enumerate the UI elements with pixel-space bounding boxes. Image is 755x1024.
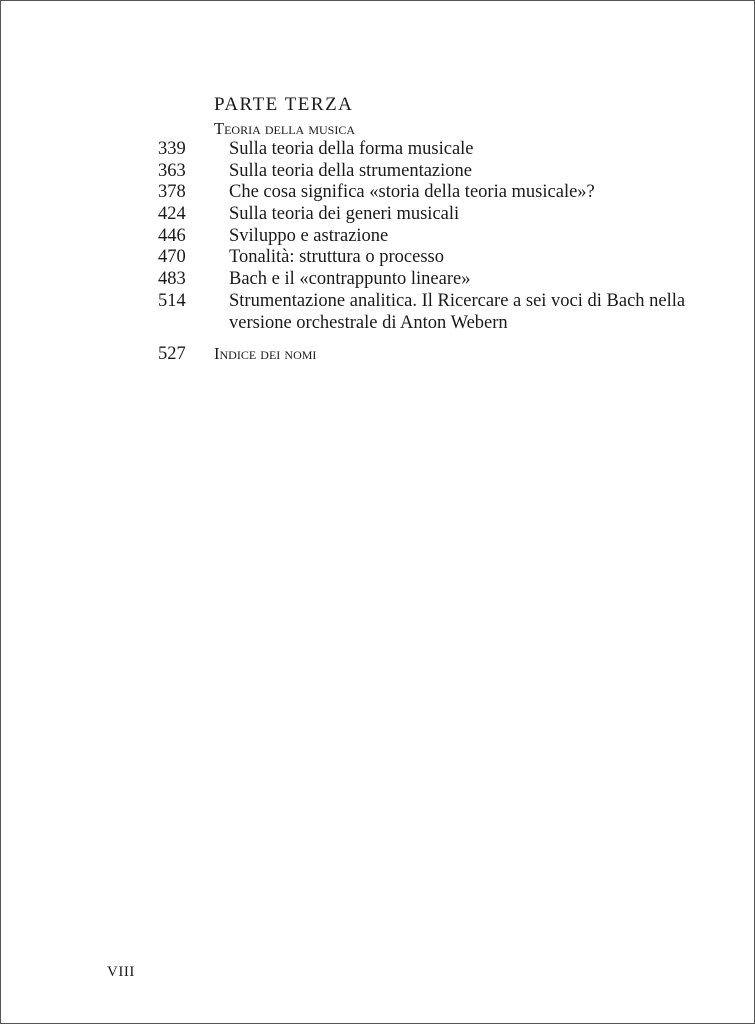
toc-entry [1, 161, 754, 183]
toc-entry [1, 247, 754, 269]
toc-entry-title: Sulla teoria dei generi musicali [229, 204, 460, 225]
toc-entry [1, 204, 754, 226]
toc-page-number: 470 [158, 247, 186, 268]
toc-page-number: 378 [158, 182, 186, 203]
index-page-number: 527 [158, 344, 186, 364]
toc-entry-title: Strumentazione analitica. Il Ricercare a sei voci di Bach nella versione orchestrale di Anton Webern [229, 290, 686, 333]
toc-page-number: 339 [158, 139, 186, 159]
toc-entry-title: Sviluppo e astrazione [229, 225, 389, 246]
toc-page-number: 514 [158, 290, 186, 311]
toc-entry [1, 182, 754, 204]
toc-entry-title: Tonalità: struttura o processo [229, 247, 444, 268]
toc-page-number: 446 [158, 225, 186, 246]
toc-entry-title: Sulla teoria della strumentazione [229, 160, 472, 181]
toc-page-number: 483 [158, 269, 186, 290]
table-of-contents [1, 139, 754, 334]
part-heading: PARTE TERZA [214, 94, 354, 115]
toc-entry [1, 291, 754, 334]
page-folio: VIII [107, 964, 135, 980]
toc-page-number: 424 [158, 204, 186, 225]
toc-entry-title: Bach e il «contrappunto lineare» [229, 269, 471, 290]
toc-page-number: 363 [158, 160, 186, 181]
toc-entry [1, 139, 754, 161]
toc-index-entry [1, 343, 754, 365]
index-title: Indice dei nomi [214, 344, 317, 363]
toc-entry [1, 269, 754, 291]
toc-entry [1, 226, 754, 248]
section-heading: Teoria della musica [214, 119, 355, 138]
toc-entry-title: Che cosa significa «storia della teoria musicale»? [229, 182, 595, 203]
toc-entry-title: Sulla teoria della forma musicale [229, 139, 474, 159]
